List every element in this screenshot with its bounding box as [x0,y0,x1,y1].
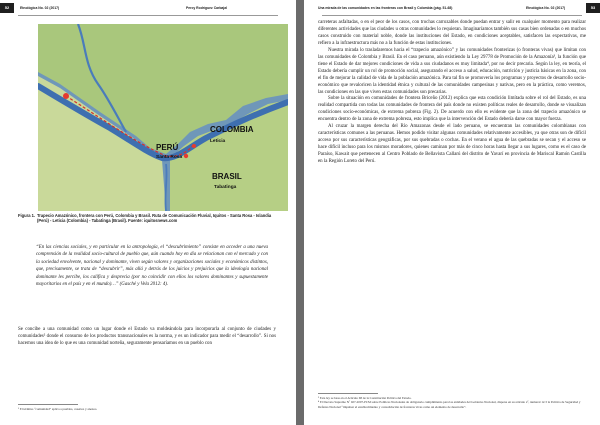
left-page-header [0,3,296,17]
iquitos-marker-icon [63,93,69,99]
journal-title: Etnológica No. 02 (2017) [20,6,60,10]
article-running-title: Una mirada de las comunidades en las fronteras con Brasil y Colombia (pág. 51-68) [318,6,453,10]
figure-caption-label: Figura 1. [18,213,36,218]
author-name: Percy Rodríguez Carbajal [186,6,228,10]
yavari-river [165,164,166,211]
paragraph: Sobre la situación en comunidades de frontera Briceño (2012) explica que esta condición limítada sobre el rol del Estado, es una realidad compartida con todas las comunidades de frontera del país donde no existen políticas reales de desarrollo, donde se visualizan condiciones socio-económicas, de extrema pobreza (Fig. 2). De acuerdo con ello es evidente que la zona del trapecio amazónico se encuentra dentro de la zona de extrema pobreza, esto implica que la intervención del Estado debería darse con mayor fuerza. [318,96,586,123]
trapecio-amazonico-map [38,24,288,211]
figure-caption-text: Trapecio Amazónico, frontera con Perú, Colombia y Brasil. Ruta de Comunicación Fluvial, Iquitos - Santa Rosa - Islandia (Perú) - Leticia (Colombia) - Tabatinga (Brasil). Fuente: iquitosnews.com [37,213,272,224]
right-page-header [304,3,600,17]
map-label-peru: PERÚ [156,143,179,152]
tres-fronteras-marker-icon [184,154,188,158]
journal-title-right: Etnológica No. 02 (2017) [526,6,566,10]
footnote-4: ⁴ El Decreto Supremo Nº 027-2007-PCM sobre Políticas Nacionales de obligatorio cumplimiento para las entidades del Gobierno Nacional, dispone en su artículo 2º, numeral 12.3 la Política de Seguridad y Defensa Nacional “impulsar el establecimiento y consolidación de fronteras vivas como un elemento de desarrollo”. [318,400,581,409]
footnote-rule [18,404,78,405]
map-label-colombia: COLOMBIA [210,125,254,134]
left-body-text: Se concibe a una comunidad como un lugar donde el Estado va moldeándola para incorporarla al conjunto de ciudades y comunidades² donde el consumo de los productos transnacionales es la norma, y es un indicador para medir el “desarrollo”. Si nos hacemos una idea de lo que es una comunidad norteña, seguramente pensaríamos en un pueblo con [18,327,276,347]
right-body-text [318,20,586,166]
paragraph: Nuestra mirada lo trasladaremos hacia el “trapecio amazónico” y las comunidades fronterizas (o fronteras vivas) que limitan con las comunidades de Colombia y Brasil. En el caso peruano, aún existiendo la Ley 29778 de Promoción de la Amazonía³, la función que tiene el Estado de dar mejores condiciones de vida a sus ciudadanos es muy limitada⁴, por no decir precaria. Según la ley, en teoría, el Estado debería cumplir un rol de promoción social, asegurando el acceso a salud, educación, nutrición y justicia básicas en la zona, con el fin de mejorar la calidad de vida de la población amazónica. Para tal fin se promovería los programas y proyectos de desarrollo socio-económico que revaloricen la identidad étnica y cultural de las comunidades campesinas y nativas, pero en la práctica, como veremos, las condiciones en las que viven estas comunidades son precarias. [318,47,586,95]
footnote-rule [318,393,378,394]
block-quote: “En las ciencias sociales, y en particular en la antropología, el “descubrimiento” consiste en acceder a una nueva comprensión de la realidad socio-cultural de pueblo que, aún cuando hoy en día se relacionan con el mercado y con la sociedad envolvente, nacional y dominante, viven según valores y organizaciones sociales y económicos distintos, que, precisamente, se trata de “descubrir”, más allá y detrás de los juicios y prejuicios que la ideología nacional dominante les percibe, los califica y desprecia (por no coincidir con ellos los valores dominantes y supuestamente mayoritarios en el país y en el mundo)…” (Gasché y Vela 2012: 4). [36,245,268,288]
header-rule [18,15,278,16]
right-page [304,0,600,425]
paragraph: carreteras asfaltadas, o en el peor de los casos, con trochas carrozables donde puedan entrar y salir en cualquier momento para realizar diferentes actividades que las ciudades u otras comunidades lo requieran. Imaginaríamos también sus casas bien ordenadas o en muchos casos construido con material noble, donde las instituciones del Estado, en condiciones aceptables, satisfacen las expectativas, me refiero a la infraestructura más no a la función de estas instituciones. [318,20,586,46]
paragraph: Al cruzar la margen derecha del Río Amazonas desde el lado peruano, se encuentran las comunidades colombianas con características comunes a las peruanas. Hemos podido visitar algunas comunidades relativamente accesibles, ya que otras son de difícil acceso por sus características geográficas, por sus quebradas o cochas. En el verano el agua de las quebradas se secan y el acceso se hace difícil incluso para los mismos moradores, quienes caminan por más de cinco horas hasta llegar a sus lugares, como es el caso de Paraíso, Kawait que pertenecen al Centro Poblado de Bellavista Callarú del distrito de Yavarí en provincia de Mariscal Ramón Castilla en la Región Loreto del Perú. [318,124,586,165]
map-label-brasil: BRASIL [212,172,242,181]
footnote-1: ¹ El término “comunidad” aplica a pueblos, caseríos y anexos. [18,407,98,411]
footnote-3: ³ Esta ley se basa en el Artículo 68 de la Constitución Política del Estado. [318,396,412,400]
map-label-leticia: Leticia [210,139,226,144]
left-footnotes [18,404,276,411]
right-footnotes [318,393,586,409]
right-page-number: 53 [586,3,600,13]
left-page-number: 52 [0,3,14,13]
leticia-marker-icon [192,144,196,148]
map-label-santa-rosa: Santa Rosa [156,155,183,160]
left-page [0,0,296,425]
header-rule-right [322,15,582,16]
map-label-tabatinga: Tabatinga [214,185,237,190]
map-graphic [38,24,288,211]
